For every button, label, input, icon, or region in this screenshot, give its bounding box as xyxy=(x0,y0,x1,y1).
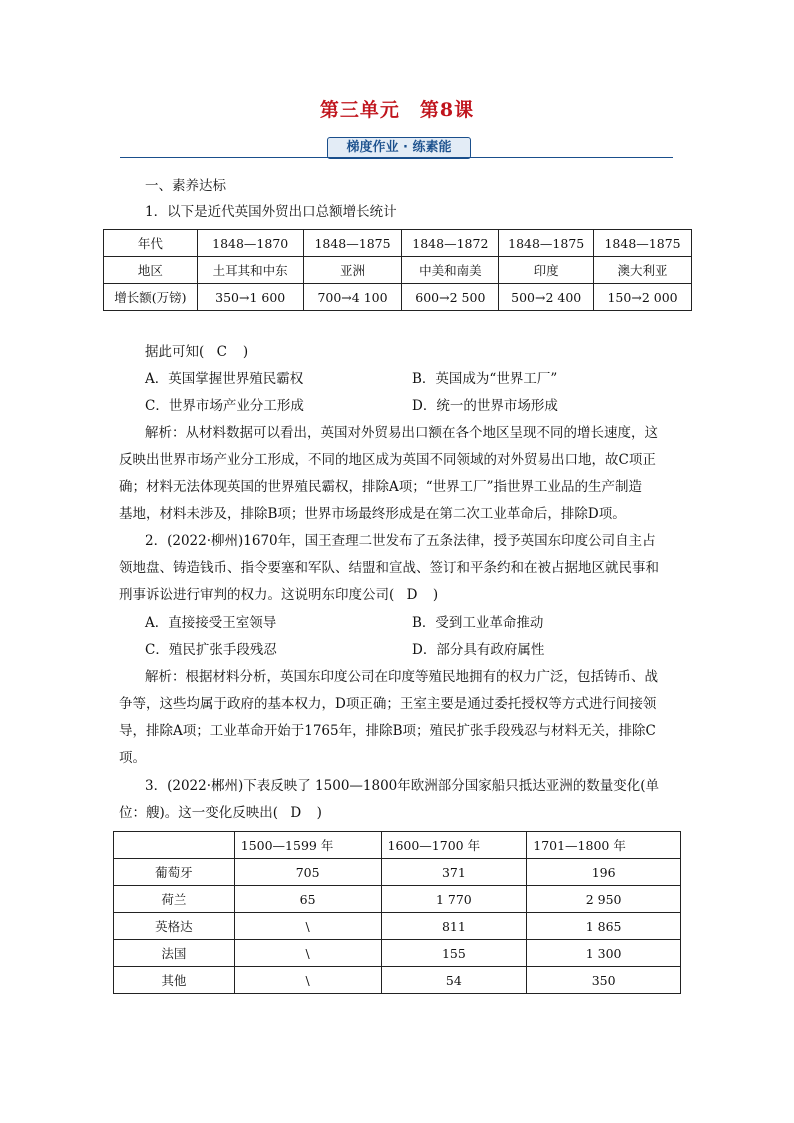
q2-option-c: C．殖民扩张手段残忍 xyxy=(145,642,277,658)
page-title: 第三单元 第8课 xyxy=(319,99,475,121)
q1-option-a: A．英国掌握世界殖民霸权 xyxy=(145,371,304,387)
table-row xyxy=(114,859,681,886)
table-cell: 196 xyxy=(527,859,681,886)
table-header: 1600—1700 年 xyxy=(381,832,527,859)
table-cell: 英格达 xyxy=(114,913,235,940)
table-cell: 700→4 100 xyxy=(303,284,402,311)
table-row xyxy=(114,886,681,913)
q3-table xyxy=(113,831,681,994)
q2-option-d: D．部分具有政府属性 xyxy=(412,642,545,658)
table-cell: 亚洲 xyxy=(303,257,402,284)
table-cell: 1848—1875 xyxy=(499,230,594,257)
table-cell: 65 xyxy=(234,886,381,913)
q2-option-a: A．直接接受王室领导 xyxy=(145,615,277,631)
table-cell: 1848—1870 xyxy=(197,230,303,257)
q2-analysis-line: 争等，这些均属于政府的基本权力，D项正确；王室主要是通过委托授权等方式进行间接领 xyxy=(119,696,657,712)
exercise-badge: 梯度作业 · 练素能 xyxy=(327,137,471,159)
q3-stem-close: ) xyxy=(316,805,322,821)
q1-option-d: D．统一的世界市场形成 xyxy=(412,398,558,414)
table-header: 1701—1800 年 xyxy=(527,832,681,859)
table-cell: \ xyxy=(234,967,381,994)
q2-answer: D xyxy=(406,587,418,603)
table-cell: 印度 xyxy=(499,257,594,284)
q1-option-b: B．英国成为“世界工厂” xyxy=(412,371,558,387)
table-cell: 澳大利亚 xyxy=(594,257,692,284)
q1-prompt-close: ) xyxy=(242,344,249,360)
table-cell: 371 xyxy=(381,859,527,886)
table-cell: 705 xyxy=(234,859,381,886)
table-cell: 2 950 xyxy=(527,886,681,913)
q1-table xyxy=(103,229,692,311)
table-cell: \ xyxy=(234,940,381,967)
table-cell: 葡萄牙 xyxy=(114,859,235,886)
header-divider xyxy=(120,157,673,158)
q3-answer: D xyxy=(290,805,302,821)
q1-analysis-line: 基地，材料未涉及，排除B项；世界市场最终形成是在第二次工业革命后，排除D项。 xyxy=(119,506,626,522)
table-cell: 150→2 000 xyxy=(594,284,692,311)
q1-prompt xyxy=(145,343,248,361)
q2-analysis-line: 解析：根据材料分析，英国东印度公司在印度等殖民地拥有的权力广泛，包括铸币、战 xyxy=(145,669,658,685)
row-label: 地区 xyxy=(104,257,198,284)
table-cell: 土耳其和中东 xyxy=(197,257,303,284)
table-row xyxy=(114,967,681,994)
table-header: 1500—1599 年 xyxy=(234,832,381,859)
q2-analysis-line: 项。 xyxy=(119,750,146,766)
table-cell: 350 xyxy=(527,967,681,994)
table-cell: 350→1 600 xyxy=(197,284,303,311)
table-cell: 1 865 xyxy=(527,913,681,940)
row-label: 年代 xyxy=(104,230,198,257)
q2-stem-line xyxy=(119,586,438,604)
table-cell: 1848—1875 xyxy=(303,230,402,257)
table-cell: \ xyxy=(234,913,381,940)
q1-stem: 1．以下是近代英国外贸出口总额增长统计 xyxy=(145,204,397,220)
table-cell: 54 xyxy=(381,967,527,994)
table-cell: 155 xyxy=(381,940,527,967)
table-cell: 1 300 xyxy=(527,940,681,967)
table-cell: 法国 xyxy=(114,940,235,967)
q3-stem-line: 3．(2022·郴州)下表反映了 1500—1800年欧洲部分国家船只抵达亚洲的数量变化(单 xyxy=(145,778,660,794)
q1-analysis-line: 解析：从材料数据可以看出，英国对外贸易出口额在各个地区呈现不同的增长速度，这 xyxy=(145,425,658,441)
q1-analysis-line: 反映出世界市场产业分工形成，不同的地区成为英国不同领域的对外贸易出口地，故C项正 xyxy=(119,452,656,468)
table-cell: 1848—1872 xyxy=(402,230,499,257)
table-row xyxy=(114,832,681,859)
table-cell: 600→2 500 xyxy=(402,284,499,311)
q1-prompt-text: 据此可知( xyxy=(145,344,205,360)
table-cell: 其他 xyxy=(114,967,235,994)
table-header xyxy=(114,832,235,859)
q3-stem-text: 位：艘)。这一变化反映出( xyxy=(119,805,279,821)
q1-option-c: C．世界市场产业分工形成 xyxy=(145,398,304,414)
row-label: 增长额(万镑) xyxy=(104,284,198,311)
table-row xyxy=(104,230,692,257)
q2-stem-close: ) xyxy=(432,587,439,603)
q2-option-b: B．受到工业革命推动 xyxy=(412,615,544,631)
table-row xyxy=(114,913,681,940)
table-row xyxy=(114,940,681,967)
table-cell: 500→2 400 xyxy=(499,284,594,311)
q2-stem-line: 领地盘、铸造钱币、指令要塞和军队、结盟和宣战、签订和平条约和在被占据地区就民事和 xyxy=(119,560,659,576)
table-cell: 1 770 xyxy=(381,886,527,913)
q2-analysis-line: 导，排除A项；工业革命开始于1765年，排除B项；殖民扩张手段残忍与材料无关，排除C xyxy=(119,723,656,739)
q1-answer: C xyxy=(216,344,227,360)
table-cell: 荷兰 xyxy=(114,886,235,913)
table-row xyxy=(104,257,692,284)
table-row xyxy=(104,284,692,311)
table-cell: 中美和南美 xyxy=(402,257,499,284)
table-cell: 1848—1875 xyxy=(594,230,692,257)
q3-stem-line xyxy=(119,804,322,822)
q2-stem-text: 刑事诉讼进行审判的权力。这说明东印度公司( xyxy=(119,587,395,603)
section-heading: 一、素养达标 xyxy=(145,178,226,194)
q2-stem-line: 2．(2022·柳州)1670年，国王查理二世发布了五条法律，授予英国东印度公司自主占 xyxy=(145,533,656,549)
q1-analysis-line: 确；材料无法体现英国的世界殖民霸权，排除A项；“世界工厂”指世界工业品的生产制造 xyxy=(119,479,643,495)
table-cell: 811 xyxy=(381,913,527,940)
